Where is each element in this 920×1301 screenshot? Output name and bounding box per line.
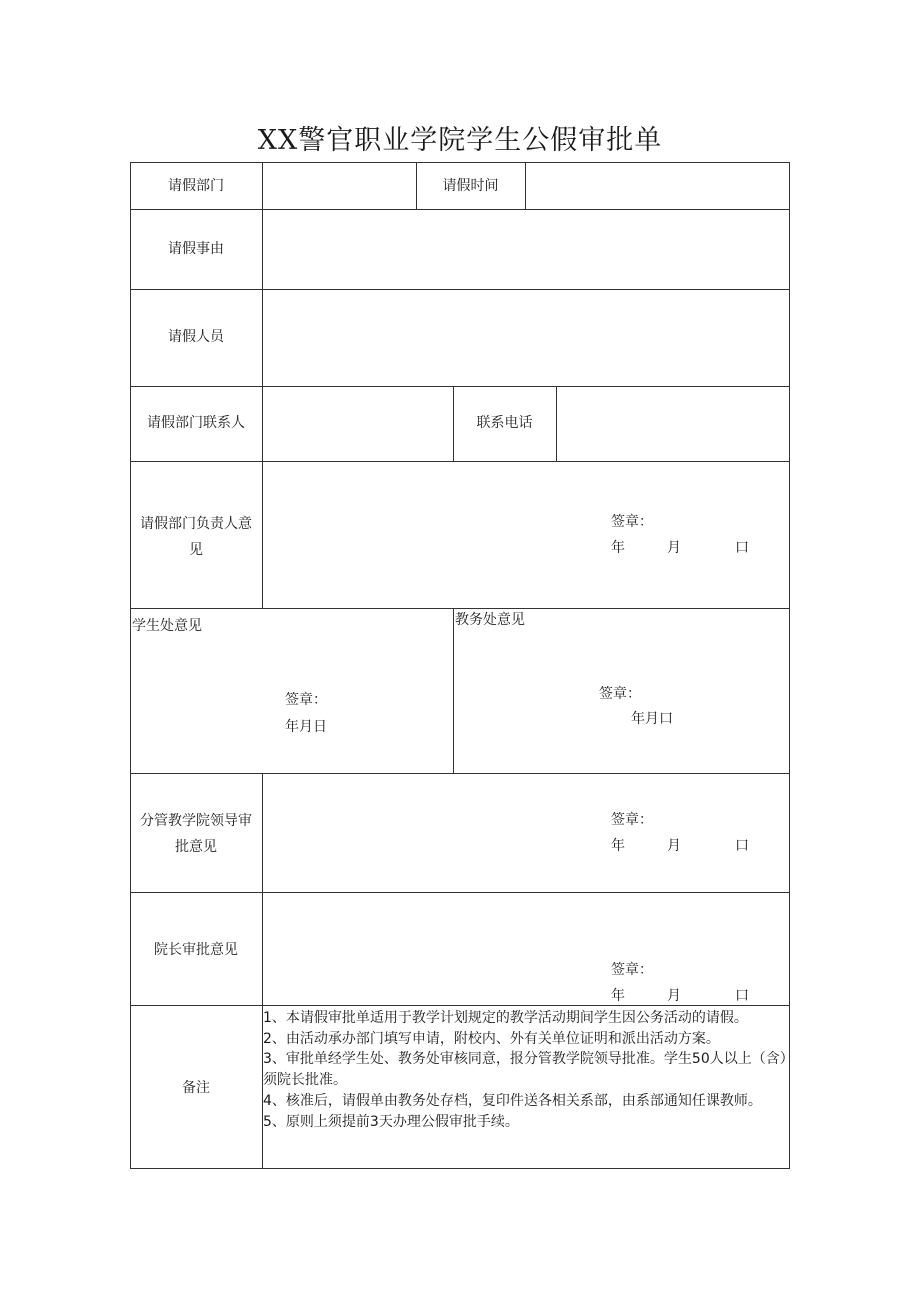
date-month: 月 [667, 540, 681, 556]
note-item: 3、审批单经学生处、教务处审核同意，报分管教学院领导批准。学生50人以上（含）须院长批准。 [263, 1051, 787, 1089]
date-student: 年月日 [285, 719, 327, 735]
note-item: 2、由活动承办部门填写申请，附校内、外有关单位证明和派出活动方案。 [263, 1030, 720, 1047]
date-month: 月 [667, 988, 681, 1004]
contact-label: 请假部门联系人 [147, 415, 245, 431]
date-day: 口 [735, 540, 749, 556]
dept-field[interactable] [263, 163, 416, 209]
date-year: 年 [611, 988, 625, 1004]
reason-label: 请假事由 [168, 241, 224, 257]
dept-head-label: 请假部门负责人意 见 [140, 516, 252, 558]
contact-field[interactable] [263, 387, 453, 460]
stamp-label: 签章： [611, 514, 653, 530]
people-label: 请假人员 [168, 329, 224, 345]
date-year: 年 [611, 540, 625, 556]
leader-label: 分管教学院领导审 批意见 [140, 813, 252, 855]
date-academic: 年月口 [631, 711, 673, 727]
stamp-label: 签章： [599, 686, 641, 702]
stamp-label: 签章： [611, 962, 653, 978]
notes-list [263, 1008, 788, 1132]
date-month: 月 [667, 838, 681, 854]
note-item: 1、本请假审批单适用于教学计划规定的教学活动期间学生因公务活动的请假。 [263, 1010, 748, 1026]
stamp-label: 签章： [285, 692, 327, 708]
date-day: 口 [735, 838, 749, 854]
dept-label: 请假部门 [168, 178, 224, 194]
phone-field[interactable] [557, 387, 789, 460]
time-label: 请假时间 [442, 178, 499, 194]
people-field[interactable] [263, 290, 789, 385]
date-year: 年 [611, 838, 625, 854]
note-item: 5、原则上须提前3天办理公假审批手续。 [263, 1113, 519, 1130]
note-item: 4、核准后，请假单由教务处存档，复印件送各相关系部，由系部通知任课教师。 [263, 1092, 762, 1109]
remarks-label: 备注 [182, 1080, 210, 1096]
reason-field[interactable] [263, 210, 789, 288]
time-field[interactable] [526, 163, 789, 209]
phone-label: 联系电话 [476, 415, 533, 431]
page-title: XX警官职业学院学生公假审批单 [257, 125, 663, 156]
president-label: 院长审批意见 [154, 942, 238, 958]
date-day: 口 [735, 988, 749, 1004]
academic-office-label: 教务处意见 [455, 612, 525, 628]
stamp-label: 签章： [611, 812, 653, 828]
student-office-label: 学生处意见 [132, 618, 202, 634]
